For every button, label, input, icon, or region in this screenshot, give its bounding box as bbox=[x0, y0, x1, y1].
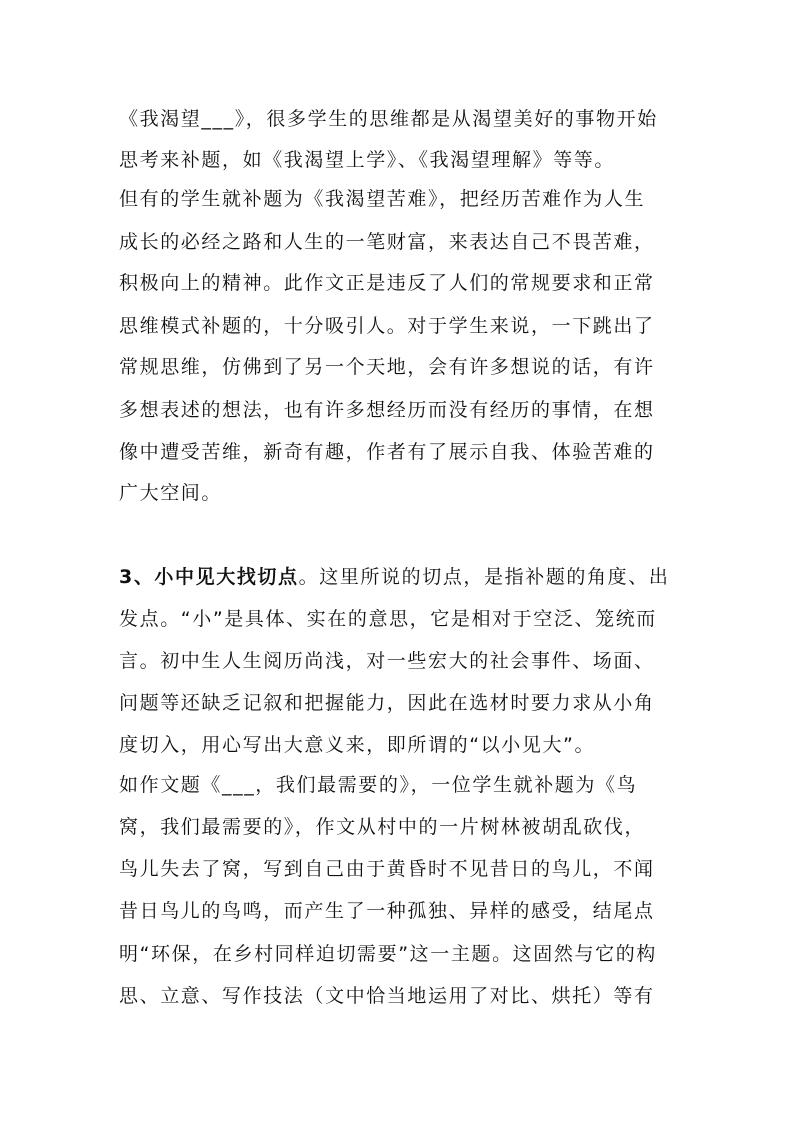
text-line: 思、立意、写作技法（文中恰当地运用了对比、烘托）等有 bbox=[119, 985, 655, 1007]
text-line: 如作文题《___，我们最需要的》，一位学生就补题为《鸟 bbox=[119, 774, 638, 796]
text-line: 思考来补题，如《我渴望上学》、《我渴望理解》等等。 bbox=[119, 149, 616, 171]
text-line: 鸟儿失去了窝，写到自己由于黄昏时不见昔日的鸟儿，不闻 bbox=[119, 858, 655, 880]
text-line: 《我渴望___》，很多学生的思维都是从渴望美好的事物开始 bbox=[119, 108, 658, 130]
text-line: 度切入，用心写出大意义来，即所谓的“以小见大”。 bbox=[119, 734, 596, 756]
text-line: 常规思维，仿佛到了另一个天地，会有许多想说的话，有许 bbox=[119, 356, 655, 378]
text-line: 发点。“小”是具体、实在的意思，它是相对于空泛、笼统而 bbox=[119, 608, 657, 630]
text-line: 昔日鸟儿的鸟鸣，而产生了一种孤独、异样的感受，结尾点 bbox=[119, 900, 655, 922]
section-heading-line bbox=[119, 560, 679, 594]
text-line: 言。初中生人生阅历尚浅，对一些宏大的社会事件、场面、 bbox=[119, 650, 655, 672]
text-line: 像中遭受苦维，新奇有趣，作者有了展示自我、体验苦难的 bbox=[119, 441, 655, 463]
text-line: 思维模式补题的，十分吸引人。对于学生来说，一下跳出了 bbox=[119, 315, 655, 337]
text-line: 问题等还缺乏记叙和把握能力，因此在选材时要力求从小角 bbox=[119, 692, 655, 714]
text-run: 。这里所说的切点，是指补题的角度、出 bbox=[298, 566, 670, 588]
text-line: 积极向上的精神。此作文正是违反了人们的常规要求和正常 bbox=[119, 272, 655, 294]
text-line: 广大空间。 bbox=[119, 482, 223, 504]
text-line: 明“环保，在乡村同样迫切需要”这一主题。这固然与它的构 bbox=[119, 943, 657, 965]
section-heading: 3、小中见大找切点 bbox=[119, 566, 299, 588]
text-line: 成长的必经之路和人生的一笔财富，来表达自己不畏苦难， bbox=[119, 231, 655, 253]
text-line: 多想表述的想法，也有许多想经历而没有经历的事情，在想 bbox=[119, 399, 655, 421]
text-line: 窝，我们最需要的》，作文从村中的一片树林被胡乱砍伐， bbox=[119, 816, 646, 838]
text-line: 但有的学生就补题为《我渴望苦难》，把经历苦难作为人生 bbox=[119, 188, 646, 210]
